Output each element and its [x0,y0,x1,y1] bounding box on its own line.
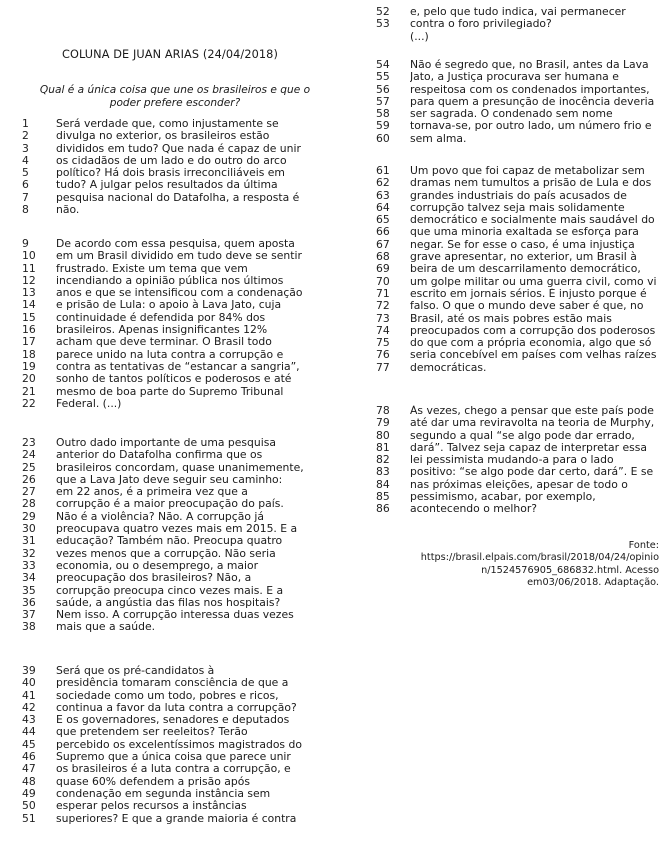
text-line [22,386,319,398]
line-number: 6 [22,178,29,192]
line-text: sociedade como um todo, pobres e ricos, [56,689,279,702]
text-line [22,535,319,547]
line-text: do que com a própria economia, algo que só [410,337,652,350]
line-number: 39 [22,664,36,677]
text-line [376,18,660,30]
text-line [22,398,319,410]
line-text: grandes industriais do país acusados de [410,189,627,202]
paragraph [376,165,660,374]
line-text: para quem a presunção de inocência deveria [410,95,655,108]
line-text: beira de um descarrilamento democrático, [410,263,641,276]
text-line [376,239,660,251]
text-line [376,6,660,18]
line-number: 14 [22,298,36,312]
line-text: incendiando a opinião pública nos últimos [56,274,284,287]
text-line [376,466,660,478]
line-text: sem alma. [410,132,467,145]
line-number: 43 [22,713,36,727]
text-line [376,165,660,177]
line-text: em um Brasil dividido em tudo deve se sentir [56,250,302,263]
text-line [376,313,660,325]
text-line [22,739,319,751]
line-number: 15 [22,310,36,324]
line-text: Federal. (...) [56,397,122,410]
line-number: 37 [22,608,36,622]
text-line [22,800,319,812]
text-line [22,275,319,287]
line-number: 26 [22,472,36,486]
line-text: brasileiros concordam, quase unanimemente, [56,461,304,474]
line-text: presidência tomaram consciência de que a [56,677,289,690]
line-number: 70 [376,274,390,288]
text-line [22,486,319,498]
line-number: 55 [376,70,390,84]
line-number: 24 [22,448,36,462]
line-text: E os governadores, senadores e deputados [56,714,290,727]
text-line [22,572,319,584]
line-text: em 22 anos, é a primeira vez que a [56,486,248,499]
text-line [22,349,319,361]
text-line [376,59,660,71]
line-text: (...) [410,30,429,43]
line-number: 36 [22,595,36,609]
line-number: 10 [22,249,36,263]
line-number: 21 [22,384,36,398]
line-number: 38 [22,620,36,634]
line-number: 68 [376,250,390,264]
text-line [376,190,660,202]
text-line [22,677,319,689]
line-number: 44 [22,725,36,739]
line-number [376,31,410,43]
text-line [376,362,660,374]
line-text: continuidade é defendida por 84% dos [56,311,266,324]
paragraph [376,405,660,516]
line-text: escrito em jornais sérios. É injusto porque é [410,287,647,300]
text-line [22,462,319,474]
line-text: democrático e socialmente mais saudável do [410,214,655,227]
line-text: lei pessimista mudando-a para o lado [410,454,614,467]
line-text: Supremo que a única coisa que parece unir [56,751,291,764]
text-line [22,437,319,449]
line-number: 32 [22,546,36,560]
text-line [22,511,319,523]
line-number: 31 [22,534,36,548]
text-line [22,621,319,633]
text-line [376,430,660,442]
paragraph [22,118,319,216]
line-text: tudo? A julgar pelos resultados da última [56,179,278,192]
line-text: contra as tentativas de “estancar a sangria”, [56,360,300,373]
text-line [22,560,319,572]
line-text: preocupação dos brasileiros? Não, a [56,572,252,585]
line-number: 84 [376,477,390,491]
text-line [376,214,660,226]
line-text: esperar pelos recursos a instâncias [56,800,247,813]
text-line [376,349,660,361]
line-number: 80 [376,428,390,442]
line-number: 76 [376,348,390,362]
line-text: corrupção talvez seja mais solidamente [410,201,625,214]
text-line [22,361,319,373]
line-number: 49 [22,786,36,800]
text-line [22,597,319,609]
line-text: e, pelo que tudo indica, vai permanecer [410,6,626,18]
text-line [22,130,319,142]
line-text: sonho de tantos políticos e poderosos e até [56,373,292,386]
text-line [22,118,319,130]
text-line [22,763,319,775]
text-line [22,449,319,461]
text-line [22,585,319,597]
line-text: vezes menos que a corrupção. Não seria [56,547,276,560]
line-text: Brasil, até os mais pobres estão mais [410,312,612,325]
text-line [22,474,319,486]
line-text: dramas nem tumultos a prisão de Lula e dos [410,177,652,190]
line-number: 34 [22,571,36,585]
text-line [376,84,660,96]
line-number: 42 [22,700,36,714]
article-title: COLUNA DE JUAN ARIAS (24/04/2018) [62,48,278,61]
line-number: 74 [376,323,390,337]
line-text: nas próximas eleições, apesar de todo o [410,478,628,491]
text-line [376,108,660,120]
text-line [22,751,319,763]
source-line: https://brasil.elpais.com/brasil/2018/04/24/opinio [420,552,659,564]
text-line [376,417,660,429]
paragraph [22,665,319,825]
line-text: grave apresentar, no exterior, um Brasil à [410,251,637,264]
paragraph [22,238,319,410]
line-text: Não é segredo que, no Brasil, antes da Lava [410,59,649,71]
line-number: 25 [22,460,36,474]
text-line [22,299,319,311]
line-text: democráticas. [410,361,487,374]
line-number: 58 [376,107,390,121]
text-line [376,202,660,214]
line-number: 77 [376,360,390,374]
text-line [376,491,660,503]
line-number: 2 [22,129,29,143]
line-text: anterior do Datafolha confirma que os [56,449,263,462]
line-text: Um povo que foi capaz de metabolizar sem [410,165,645,177]
text-line [376,251,660,263]
line-number: 17 [22,335,36,349]
line-text: anos e que se intensificou com a condenação [56,287,303,300]
text-line [22,167,319,179]
line-number: 54 [376,58,390,71]
line-text: seria concebível em países com velhas raízes [410,349,657,362]
line-number: 66 [376,225,390,239]
line-number: 48 [22,774,36,788]
text-line [376,276,660,288]
text-line [22,312,319,324]
line-number: 29 [22,509,36,523]
line-number: 46 [22,750,36,764]
line-number: 28 [22,497,36,511]
text-line [376,96,660,108]
line-number: 60 [376,131,390,145]
text-line [376,288,660,300]
line-text: negar. Se for esse o caso, é uma injustiça [410,238,635,251]
line-number: 1 [22,117,29,130]
text-line [22,702,319,714]
line-number: 5 [22,166,29,180]
line-number: 12 [22,273,36,287]
line-number: 7 [22,190,29,204]
paragraph [376,6,660,43]
line-text: respeitosa com os condenados importantes, [410,83,650,96]
text-line [376,177,660,189]
text-line [22,238,319,250]
line-text: pessimismo, acabar, por exemplo, [410,491,596,504]
text-line [22,523,319,535]
text-line [376,226,660,238]
line-text: político? Há dois brasis irreconciliáveis em [56,167,285,180]
line-number: 62 [376,176,390,190]
line-text: ser sagrada. O condenado sem nome [410,108,613,121]
line-text: que pretendem ser reeleitos? Terão [56,726,248,739]
line-text: não. [56,204,80,217]
article-subtitle: Qual é a única coisa que une os brasileiros e que o poder prefere esconder? [39,84,311,110]
line-text: tornava-se, por outro lado, um número frio e [410,120,652,133]
text-line [376,120,660,132]
line-text: parece unido na luta contra a corrupção e [56,348,284,361]
line-number: 82 [376,453,390,467]
line-text: quase 60% defendem a prisão após [56,775,250,788]
line-number: 64 [376,200,390,214]
text-line [376,300,660,312]
line-text: acontecendo o melhor? [410,503,538,516]
line-number: 73 [376,311,390,325]
line-number: 79 [376,416,390,430]
line-number: 27 [22,485,36,499]
line-number: 52 [376,5,390,18]
line-text: segundo a qual “se algo pode dar errado, [410,429,635,442]
line-text: falso. O que o mundo deve saber é que, no [410,300,644,313]
text-line [22,250,319,262]
text-line [376,263,660,275]
text-line [376,31,660,43]
text-line [22,726,319,738]
line-text: que a Lava Jato deve seguir seu caminho: [56,473,283,486]
line-text: saúde, a angústia das filas nos hospitais? [56,596,281,609]
line-number: 8 [22,203,29,217]
line-number: 57 [376,94,390,108]
line-text: pesquisa nacional do Datafolha, a resposta é [56,191,300,204]
line-number: 69 [376,262,390,276]
line-text: acham que deve terminar. O Brasil todo [56,336,272,349]
line-text: divulga no exterior, os brasileiros estão [56,130,270,143]
line-text: Outro dado importante de uma pesquisa [56,437,276,449]
line-number: 81 [376,440,390,454]
line-number: 72 [376,299,390,313]
text-line [376,325,660,337]
line-number: 47 [22,762,36,776]
line-number: 20 [22,372,36,386]
text-line [22,287,319,299]
line-number: 41 [22,688,36,702]
text-line [22,548,319,560]
text-line [22,192,319,204]
line-number: 65 [376,213,390,227]
line-number: 13 [22,286,36,300]
line-text: até dar uma reviravolta na teoria de Murphy, [410,417,655,430]
text-line [22,204,319,216]
text-line [22,324,319,336]
line-number: 59 [376,119,390,133]
line-number: 11 [22,261,36,275]
line-number: 75 [376,336,390,350]
line-text: mesmo de boa parte do Supremo Tribunal [56,385,284,398]
text-line [22,776,319,788]
line-number: 33 [22,558,36,572]
line-text: os brasileiros é a luta contra a corrupção, e [56,763,291,776]
line-number: 53 [376,17,390,31]
line-text: condenação em segunda instância sem [56,787,271,800]
text-line [22,690,319,702]
line-number: 4 [22,153,29,167]
line-text: economia, ou o desemprego, a maior [56,559,259,572]
line-number: 61 [376,164,390,177]
line-number: 85 [376,490,390,504]
text-line [376,442,660,454]
text-line [376,133,660,145]
line-text: contra o foro privilegiado? [410,18,552,31]
text-line [22,373,319,385]
text-line [22,788,319,800]
line-number: 51 [22,811,36,825]
line-text: positivo: “se algo pode dar certo, dará”. E se [410,466,654,479]
source-line: em03/06/2018. Adaptação. [527,576,659,588]
line-text: divididos em tudo? Que nada é capaz de unir [56,142,301,155]
paragraph [22,437,319,634]
line-text: Nem isso. A corrupção interessa duas vezes [56,609,294,622]
line-text: Não é a violência? Não. A corrupção já [56,510,264,523]
text-line [376,454,660,466]
text-line [376,405,660,417]
line-text: um golpe militar ou uma guerra civil, como vi [410,275,657,288]
line-text: os cidadãos de um lado e do outro do arco [56,154,287,167]
line-number: 56 [376,82,390,96]
source-line: Fonte: [628,540,659,551]
text-line [376,503,660,515]
line-text: educação? Também não. Preocupa quatro [56,535,283,548]
line-number: 78 [376,404,390,417]
line-text: que uma minoria exaltada se esforça para [410,226,639,239]
line-number: 23 [22,436,36,449]
text-line [22,665,319,677]
text-line [22,609,319,621]
line-number: 19 [22,359,36,373]
line-number: 30 [22,522,36,536]
line-text: Jato, a Justiça procurava ser humana e [410,71,619,84]
line-text: Será que os pré-candidatos à [56,665,215,677]
line-text: Às vezes, chego a pensar que este país pode [410,405,654,417]
line-number: 45 [22,737,36,751]
line-number: 67 [376,237,390,251]
text-line [22,155,319,167]
text-line [22,179,319,191]
text-line [22,263,319,275]
line-text: preocupados com a corrupção dos poderosos [410,324,656,337]
line-text: corrupção preocupa cinco vezes mais. E a [56,584,284,597]
source-line: n/1524576905_686832.html. Acesso [481,564,659,576]
line-number: 40 [22,676,36,690]
line-number: 83 [376,465,390,479]
line-text: e prisão de Lula: o apoio à Lava Jato, cuja [56,299,282,312]
line-number: 63 [376,188,390,202]
line-text: brasileiros. Apenas insignificantes 12% [56,324,268,337]
line-text: preocupava quatro vezes mais em 2015. E a [56,523,298,536]
line-number: 22 [22,396,36,410]
line-number: 71 [376,286,390,300]
line-text: Será verdade que, como injustamente se [56,118,279,130]
line-number: 16 [22,323,36,337]
line-text: mais que a saúde. [56,621,156,634]
text-line [22,498,319,510]
line-number: 50 [22,799,36,813]
text-line [22,336,319,348]
text-line [376,337,660,349]
line-number: 18 [22,347,36,361]
text-line [376,71,660,83]
line-text: superiores? E que a grande maioria é contra [56,812,297,825]
text-line [22,714,319,726]
text-line [22,813,319,825]
line-text: De acordo com essa pesquisa, quem aposta [56,238,295,250]
line-text: continua a favor da luta contra a corrupção? [56,701,297,714]
line-text: corrupção é a maior preocupação do país. [56,498,284,511]
line-number: 86 [376,502,390,516]
source-citation [369,540,659,589]
line-text: frustrado. Existe um tema que vem [56,262,248,275]
line-text: dará”. Talvez seja capaz de interpretar essa [410,441,647,454]
line-text: percebido os excelentíssimos magistrados do [56,738,302,751]
line-number: 3 [22,141,29,155]
paragraph [376,59,660,145]
text-line [22,143,319,155]
line-number: 35 [22,583,36,597]
line-number: 9 [22,237,29,250]
text-line [376,479,660,491]
